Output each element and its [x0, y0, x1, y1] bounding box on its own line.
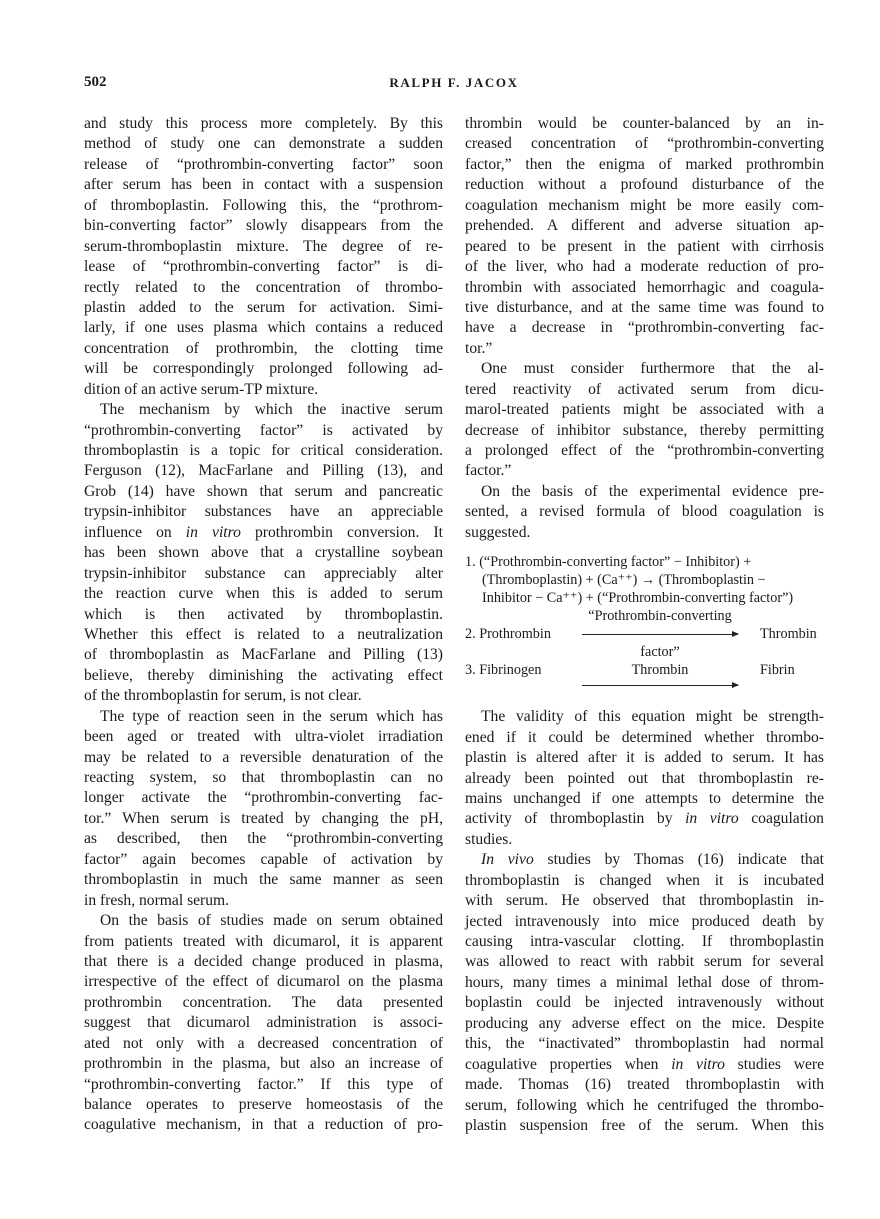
text-line: coagulation mechanism might be more easily com-	[465, 196, 824, 214]
text-line: ened if it could be determined whether thrombo-	[465, 728, 824, 746]
reaction-arrow-icon	[582, 634, 738, 635]
text-line: thrombin with associated hemorrhagic and coagula-	[465, 278, 824, 296]
text-line: of the thromboplastin for serum, is not clear.	[84, 687, 362, 705]
text-line: method of study one can demonstrate a sudden	[84, 135, 443, 153]
text-line: coagulative mechanism, in that a reduction of pro-	[84, 1116, 443, 1134]
text-line: been aged or treated with ultra-violet irradiation	[84, 728, 443, 746]
right-column-text-top	[465, 114, 824, 543]
text-line: tor.” When serum is treated by changing the pH,	[84, 809, 443, 827]
text-line: suggest that dicumarol administration is associ-	[84, 1014, 443, 1032]
text-line: prehended. A different and adverse situation ap-	[465, 217, 824, 235]
text-line: will be correspondingly prolonged following ad-	[84, 360, 443, 378]
text-line: serum-thromboplastin mixture. The degree of re-	[84, 237, 443, 255]
right-column	[465, 114, 824, 1136]
text-line: with serum. He observed that thromboplastin in-	[465, 892, 824, 910]
text-line: suggested.	[465, 523, 531, 541]
text-line: in fresh, normal serum.	[84, 891, 230, 909]
text-line: has been shown above that a crystalline soybean	[84, 544, 443, 562]
text-line: “prothrombin-converting factor” is activated by	[84, 421, 443, 439]
equation-1-line: (Thromboplastin) + (Ca⁺⁺) → (Thromboplastin −	[482, 572, 766, 589]
text-line: mains unchanged if one attempts to determine the	[465, 789, 824, 807]
text-line: studies.	[465, 830, 513, 848]
equation-3	[465, 661, 824, 679]
equation-3-catalyst: Thrombin	[631, 662, 689, 679]
equation-1-line: Inhibitor − Ca⁺⁺) + (“Prothrombin-converting factor”)	[482, 590, 794, 607]
text-line: reduction without a profound disturbance of the	[465, 176, 824, 194]
text-line: creased concentration of “prothrombin-converting	[465, 135, 824, 153]
text-line: The validity of this equation might be strength-	[481, 708, 824, 726]
text-line: factor.”	[465, 462, 512, 480]
text-line: larly, if one uses plasma which contains a reduced	[84, 319, 443, 337]
text-line: made. Thomas (16) treated thromboplastin with	[465, 1076, 824, 1094]
text-line: balance operates to preserve homeostasis of the	[84, 1096, 443, 1113]
text-line: tered reactivity of activated serum from dicu-	[465, 380, 824, 398]
text-line: thromboplastin is a topic for critical consideration.	[84, 442, 443, 459]
text-line: coagulative properties when in vitro studies were	[465, 1055, 824, 1073]
text-line: release of “prothrombin-converting factor” soon	[84, 155, 443, 173]
text-line: hours, many times a minimal lethal dose of throm-	[465, 973, 824, 991]
running-head-author: RALPH F. JACOX	[389, 75, 519, 90]
equation-2	[465, 625, 824, 643]
text-line: serum, following which he centrifuged the thrombo-	[465, 1096, 824, 1114]
text-line: lease of “prothrombin-converting factor” is di-	[84, 258, 443, 276]
text-line: plastin is altered after it is added to serum. It has	[465, 749, 824, 767]
text-line: longer activate the “prothrombin-converting fac-	[84, 789, 443, 807]
text-line: peared to be present in the patient with cirrhosis	[465, 237, 824, 255]
right-column-text-bottom	[465, 707, 824, 1136]
text-line: and study this process more completely. By this	[84, 115, 443, 132]
equation-3-reactant: 3. Fibrinogen	[465, 662, 542, 679]
text-line: influence on in vitro prothrombin conversion. It	[84, 523, 443, 541]
text-line: ated not only with a decreased concentration of	[84, 1034, 443, 1052]
text-line: trypsin-inhibitor substance can appreciably alter	[84, 564, 443, 582]
text-line: that there is a decided change produced in plasma,	[84, 952, 443, 970]
text-line: a prolonged effect of the “prothrombin-converting	[465, 442, 824, 459]
equation-2-catalyst-bottom: factor”	[640, 644, 680, 661]
reaction-arrow-icon	[582, 685, 738, 686]
equation-2-reactant: 2. Prothrombin	[465, 626, 551, 643]
text-line: thromboplastin in much the same manner as seen	[84, 871, 443, 889]
text-line: tive disturbance, and at the same time was found to	[465, 298, 824, 316]
text-line: Whether this effect is related to a neutralization	[84, 625, 443, 643]
equation-2-product: Thrombin	[760, 626, 817, 643]
text-line: The type of reaction seen in the serum which has	[100, 707, 443, 725]
text-line: On the basis of the experimental evidence pre-	[481, 482, 824, 500]
text-line: plastin suspension free of the serum. When this	[465, 1116, 824, 1134]
text-line: On the basis of studies made on serum obtained	[100, 912, 443, 930]
text-line: this, the “inactivated” thromboplastin had normal	[465, 1035, 824, 1053]
text-line: “prothrombin-converting factor.” If this type of	[84, 1075, 443, 1093]
text-line: activity of thromboplastin by in vitro coagulation	[465, 810, 824, 828]
text-line: prothrombin in the plasma, but also an increase of	[84, 1055, 443, 1073]
left-column	[84, 114, 443, 1136]
text-line: irrespective of the effect of dicumarol on the plasma	[84, 973, 443, 991]
text-line: the reaction curve when this is added to serum	[84, 585, 443, 603]
text-line: bin-converting factor” slowly disappears from the	[84, 217, 443, 235]
text-line: marol-treated patients might be associated with a	[465, 401, 824, 419]
page-number: 502	[84, 74, 107, 90]
text-line: of thromboplastin. Following this, the “prothrom-	[84, 196, 443, 214]
text-line: plastin added to the serum for activation. Simi-	[84, 298, 443, 316]
text-line: concentration of prothrombin, the clotting time	[84, 339, 443, 357]
text-line: prothrombin concentration. The data presented	[84, 993, 443, 1011]
text-line: producing any adverse effect on the mice. Despite	[465, 1014, 824, 1032]
text-line: In vivo studies by Thomas (16) indicate that	[481, 851, 824, 869]
equation-3-product: Fibrin	[760, 662, 795, 679]
text-line: causing intra-vascular clotting. If thromboplastin	[465, 933, 824, 950]
text-line: have a decrease in “prothrombin-converting fac-	[465, 319, 824, 337]
text-line: was allowed to react with rabbit serum for several	[465, 953, 824, 971]
text-line: tor.”	[465, 339, 493, 357]
text-line: of thromboplastin as MacFarlane and Pilling (13)	[84, 646, 443, 664]
text-line: jected intravenously into mice produced death by	[465, 912, 824, 930]
text-line: dition of an active serum-TP mixture.	[84, 380, 319, 398]
equation-1-line: 1. (“Prothrombin-converting factor” − Inhibitor) +	[465, 554, 752, 571]
coagulation-formula	[465, 553, 824, 693]
text-line: factor,” then the enigma of marked prothrombin	[465, 155, 824, 173]
page-header	[84, 74, 824, 94]
text-line: decrease of inhibitor substance, thereby permitting	[465, 421, 824, 439]
text-line: Ferguson (12), MacFarlane and Pilling (13), and	[84, 462, 443, 480]
text-line: thrombin would be counter-balanced by an in-	[465, 115, 824, 132]
text-line: trypsin-inhibitor substances have an appreciable	[84, 503, 443, 521]
equation-2-catalyst-top: “Prothrombin-converting	[588, 608, 732, 625]
text-line: sented, a revised formula of blood coagulation is	[465, 503, 824, 521]
text-line: The mechanism by which the inactive serum	[100, 401, 443, 419]
text-line: as described, then the “prothrombin-converting	[84, 830, 443, 848]
equation-1	[465, 553, 824, 607]
text-line: boplastin could be injected intravenously without	[465, 994, 824, 1012]
text-line: factor” again becomes capable of activation by	[84, 850, 443, 868]
text-line: already been pointed out that thromboplastin re-	[465, 769, 824, 787]
text-line: Grob (14) have shown that serum and pancreatic	[84, 482, 443, 500]
text-line: thromboplastin is changed when it is incubated	[465, 871, 824, 889]
text-line: may be related to a reversible denaturation of the	[84, 748, 443, 766]
text-line: which is then activated by thromboplastin.	[84, 605, 443, 623]
text-line: from patients treated with dicumarol, it is apparent	[84, 932, 443, 950]
text-line: reacting system, so that thromboplastin can no	[84, 769, 443, 786]
text-line: One must consider furthermore that the al-	[481, 360, 824, 378]
text-line: after serum has been in contact with a suspension	[84, 176, 443, 194]
text-line: rectly related to the concentration of thrombo-	[84, 278, 443, 296]
text-line: believe, thereby diminishing the activating effect	[84, 666, 443, 684]
text-line: of the liver, who had a moderate reduction of pro-	[465, 258, 824, 276]
